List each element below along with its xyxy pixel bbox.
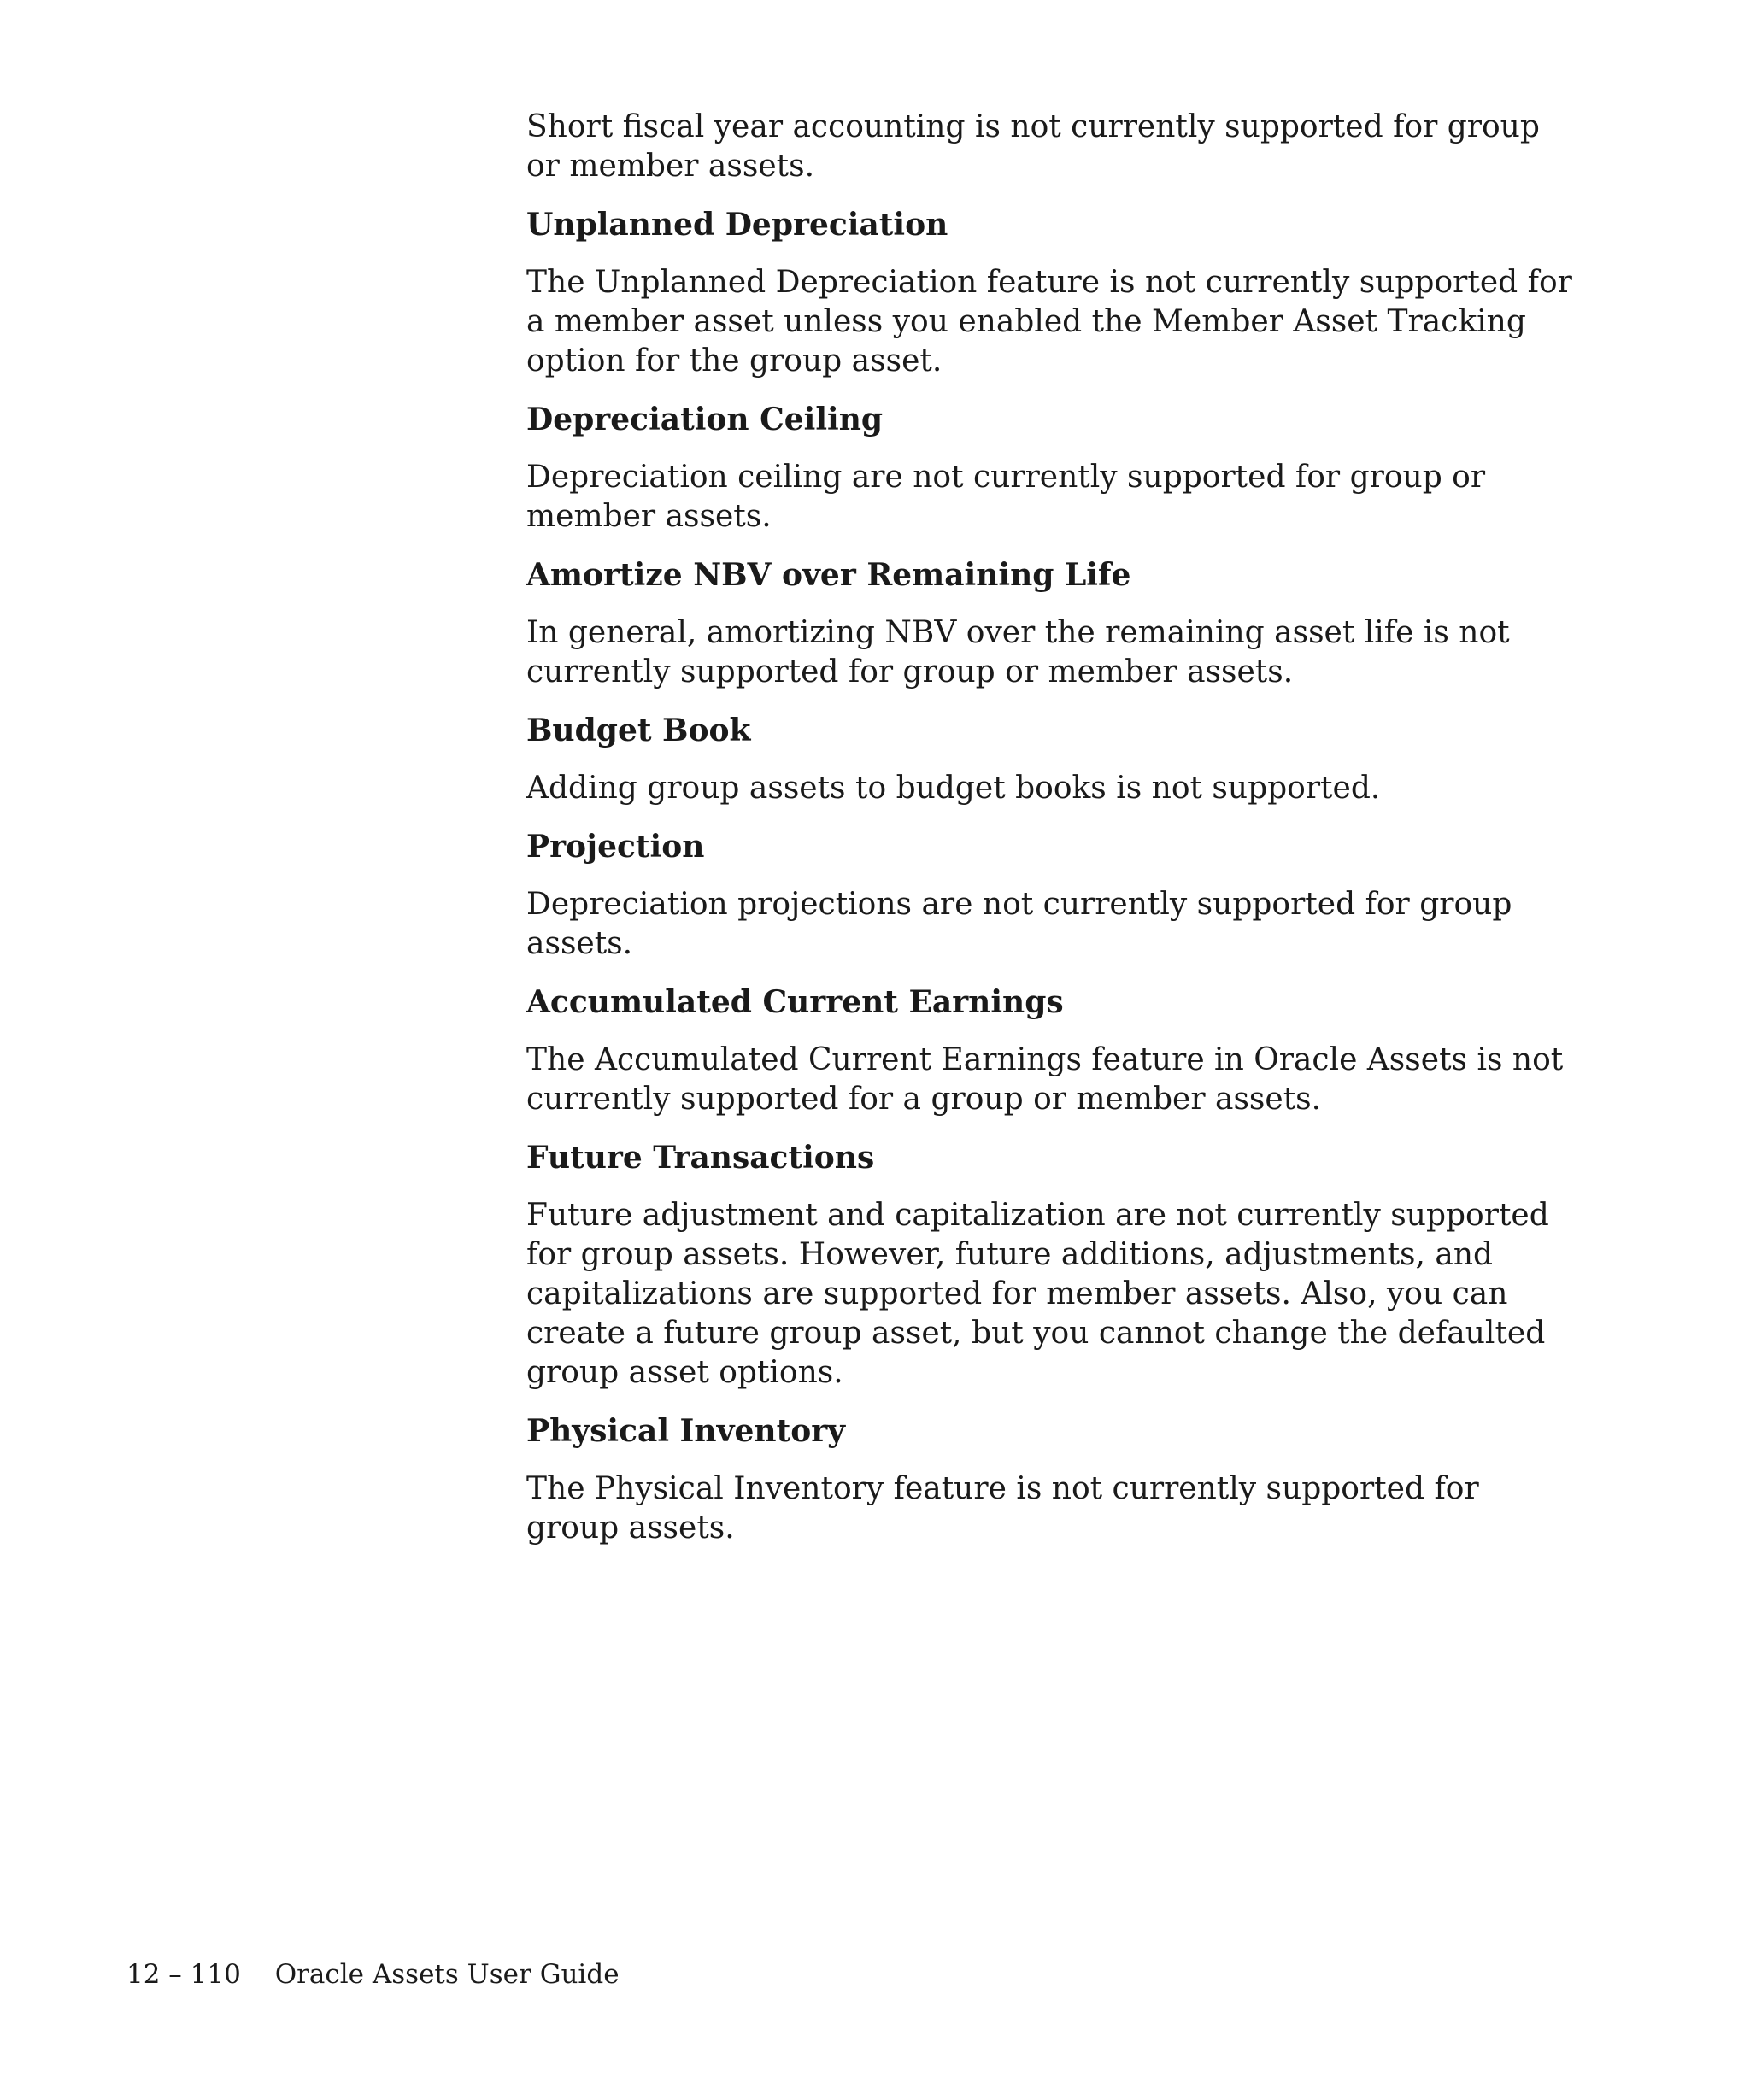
intro-paragraph: Short fiscal year accounting is not currently supported for group or member assets.: [526, 109, 1540, 184]
section-body: The Unplanned Depreciation feature is not currently supported for a member asset unless you enabled the Member Asset Tracking option for the group asset.: [526, 265, 1572, 378]
section-heading: Amortize NBV over Remaining Life: [526, 557, 1131, 593]
section-body: Depreciation ceiling are not currently supported for group or member assets.: [526, 460, 1486, 534]
section-body: Adding group assets to budget books is not supported.: [526, 771, 1381, 806]
section-accumulated-current-earnings: [526, 983, 1577, 1119]
book-title: Oracle Assets User Guide: [274, 1959, 620, 1990]
section-projection: [526, 827, 1577, 964]
section-body: The Accumulated Current Earnings feature in Oracle Assets is not currently supported for a group or member assets.: [526, 1042, 1564, 1117]
section-body: Future adjustment and capitalization are not currently supported for group assets. However, future additions, adjustments, and capitalizations are supported for member assets. Also, you can create a future group asset, but you cannot change the defaulted group asset options.: [526, 1198, 1549, 1390]
page-number: 12 – 110: [126, 1959, 241, 1990]
section-heading: Future Transactions: [526, 1140, 875, 1176]
page-footer: [126, 1957, 620, 1991]
section-budget-book: [526, 711, 1577, 808]
section-body: The Physical Inventory feature is not currently supported for group assets.: [526, 1471, 1479, 1546]
page-content: [526, 108, 1577, 1548]
section-amortize-nbv: [526, 555, 1577, 692]
section-unplanned-depreciation: [526, 205, 1577, 381]
section-body: In general, amortizing NBV over the remaining asset life is not currently supported for group or member assets.: [526, 615, 1510, 689]
section-heading: Projection: [526, 829, 705, 865]
section-depreciation-ceiling: [526, 400, 1577, 537]
section-heading: Unplanned Depreciation: [526, 207, 948, 243]
section-physical-inventory: [526, 1411, 1577, 1548]
section-heading: Depreciation Ceiling: [526, 402, 884, 437]
section-body: Depreciation projections are not currently supported for group assets.: [526, 887, 1512, 961]
section-future-transactions: [526, 1138, 1577, 1393]
section-heading: Physical Inventory: [526, 1413, 846, 1449]
section-heading: Accumulated Current Earnings: [526, 984, 1064, 1020]
section-heading: Budget Book: [526, 713, 751, 748]
